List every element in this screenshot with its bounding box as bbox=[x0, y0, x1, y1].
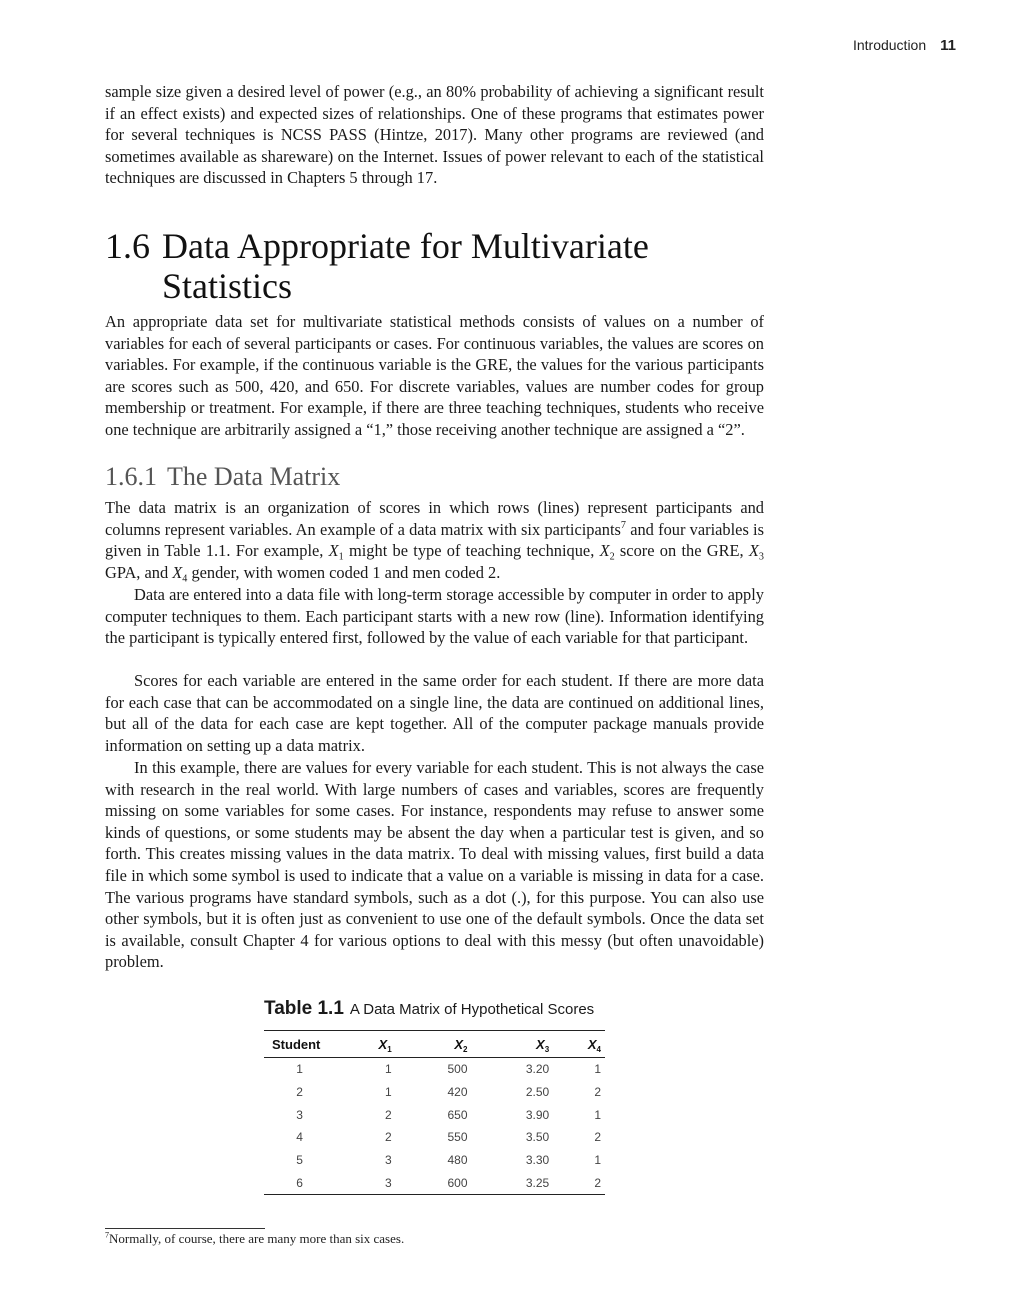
running-head-label: Introduction bbox=[852, 37, 927, 53]
table-row bbox=[264, 1081, 605, 1104]
var-x1-sub: 1 bbox=[338, 551, 344, 563]
table-cell: 2 bbox=[296, 1085, 303, 1100]
data-matrix-table bbox=[264, 1030, 605, 1195]
header-label: X bbox=[454, 1037, 464, 1052]
data-matrix-paragraph-4: In this example, there are values for every variable for each student. This is not always the case with research in the real world. With large numbers of cases and variables, scores are frequently missing on some variables for some cases. For instance, respondents may refuse to answer some kinds of questions, or some students may be absent the day when a particular test is given, and so forth. This creates missing values in the data matrix. To deal with missing values, first build a data file in which some symbol is used to indicate that a value on a variable is missing in data for a case. The various programs have standard symbols, such as a dot (.), for this purpose. You can also use other symbols, but it is often just as convenient to use one of the default symbols. Once the data set is available, consult Chapter 4 for various options to deal with this messy (but often unavoidable) problem. bbox=[105, 758, 764, 972]
var-x4-sub: 4 bbox=[182, 573, 188, 585]
table-row bbox=[264, 1126, 605, 1149]
section-title-line2: Statistics bbox=[162, 266, 293, 306]
var-x4: X bbox=[172, 562, 183, 582]
table-cell: 1 bbox=[296, 1062, 303, 1077]
header-sub: 3 bbox=[544, 1044, 550, 1054]
var-x3: X bbox=[748, 541, 759, 561]
table-cell: 2.50 bbox=[525, 1085, 550, 1100]
data-matrix-paragraph-3: Scores for each variable are entered in the same order for each student. If there are more data for each case that can be accommodated on a single line, the data are continued on additional lines, but all of the data for each case are kept together. All of the computer package manuals provide information on setting up a data matrix. bbox=[105, 671, 764, 755]
header-x3 bbox=[468, 1031, 550, 1058]
header-sub: 2 bbox=[463, 1044, 468, 1054]
footnote-divider bbox=[105, 1228, 265, 1229]
footnote-text: Normally, of course, there are many more than six cases. bbox=[109, 1231, 405, 1246]
table-cell: 480 bbox=[447, 1153, 468, 1168]
p1-text-f: gender, with women coded 1 and men coded 2. bbox=[187, 562, 501, 582]
table-cell: 2 bbox=[385, 1107, 392, 1122]
table-cell: 1 bbox=[385, 1062, 392, 1077]
table-cell: 650 bbox=[447, 1107, 468, 1122]
data-matrix-paragraph-1 bbox=[105, 497, 764, 583]
p1-text-a: The data matrix is an organization of scores in which rows (lines) represent participants and columns represent variables. An example of a data matrix with six participants bbox=[105, 498, 764, 539]
subsection-number: 1.6.1 bbox=[105, 462, 157, 491]
header-x2 bbox=[392, 1031, 468, 1058]
table-cell: 3.20 bbox=[525, 1062, 550, 1077]
table-description: A Data Matrix of Hypothetical Scores bbox=[349, 1001, 595, 1018]
table-row bbox=[264, 1103, 605, 1126]
subsection-title-text: The Data Matrix bbox=[167, 462, 341, 491]
p1-text-c: might be type of teaching technique, bbox=[343, 541, 600, 561]
var-x1: X bbox=[328, 541, 339, 561]
var-x3-sub: 3 bbox=[758, 551, 764, 563]
table-cell: 3 bbox=[385, 1153, 392, 1168]
section-title-line1: Data Appropriate for Multivariate bbox=[162, 226, 649, 266]
header-x4 bbox=[549, 1031, 605, 1058]
table-cell: 500 bbox=[447, 1062, 468, 1077]
table-cell: 3 bbox=[296, 1107, 303, 1122]
section-paragraph: An appropriate data set for multivariate statistical methods consists of values on a number of variables for each of several participants or cases. For continuous variables, the values are scores on variables. For example, if the continuous variable is the GRE, the values for the various participants are scores such as 500, 420, and 650. For discrete variables, values are number codes for group membership or treatment. For example, if there are three teaching techniques, students who receive one technique are arbitrarily assigned a “1,” those receiving another technique are assigned a “2”. bbox=[105, 312, 764, 439]
section-title bbox=[105, 226, 649, 306]
header-student bbox=[264, 1031, 335, 1058]
table-cell: 1 bbox=[594, 1153, 601, 1168]
table-cell: 550 bbox=[447, 1130, 468, 1145]
table-cell: 3.30 bbox=[525, 1153, 550, 1168]
table-cell: 2 bbox=[549, 1171, 605, 1194]
table-row bbox=[264, 1058, 605, 1081]
subsection-title bbox=[105, 462, 340, 492]
header-label: Student bbox=[272, 1037, 321, 1052]
intro-paragraph: sample size given a desired level of power (e.g., an 80% probability of achieving a significant result if an effect exists) and expected sizes of relationships. One of these programs that estimates power for several techniques is NCSS PASS (Hintze, 2017). Many other programs are reviewed (and sometimes available as shareware) on the Internet. Issues of power relevant to each of the statistical techniques are discussed in Chapters 5 through 17. bbox=[105, 82, 764, 188]
p1-text-d: score on the GRE, bbox=[614, 541, 749, 561]
table-cell: 3.50 bbox=[525, 1130, 550, 1145]
table-cell: 3.90 bbox=[525, 1107, 550, 1122]
table-cell: 1 bbox=[385, 1085, 392, 1100]
table-cell: 4 bbox=[296, 1130, 303, 1145]
header-x1 bbox=[335, 1031, 392, 1058]
table-cell: 3 bbox=[335, 1171, 392, 1194]
running-head bbox=[853, 37, 956, 54]
footnote-number: 7 bbox=[105, 1230, 110, 1240]
table-cell: 3.25 bbox=[468, 1171, 550, 1194]
table-number: Table 1.1 bbox=[264, 998, 344, 1019]
header-label: X bbox=[536, 1037, 545, 1052]
footnote bbox=[105, 1231, 404, 1247]
header-label: X bbox=[378, 1037, 388, 1052]
footnote-marker[interactable]: 7 bbox=[620, 519, 626, 531]
header-sub: 4 bbox=[596, 1044, 601, 1054]
section-number: 1.6 bbox=[105, 226, 150, 266]
table-cell: 1 bbox=[594, 1062, 601, 1077]
table-cell: 420 bbox=[447, 1085, 468, 1100]
table-cell: 600 bbox=[392, 1171, 468, 1194]
table-cell: 2 bbox=[594, 1085, 601, 1100]
var-x2-sub: 2 bbox=[609, 551, 615, 563]
var-x2: X bbox=[599, 541, 610, 561]
table-cell: 2 bbox=[594, 1130, 601, 1145]
p1-text-e: GPA, and bbox=[105, 562, 173, 582]
table-caption bbox=[264, 998, 594, 1020]
table-row bbox=[264, 1171, 605, 1194]
page-number: 11 bbox=[940, 37, 956, 54]
table-cell: 5 bbox=[296, 1153, 303, 1168]
header-label: X bbox=[587, 1037, 597, 1052]
table-header-row bbox=[264, 1031, 605, 1058]
table-cell: 2 bbox=[385, 1130, 392, 1145]
table-cell: 6 bbox=[264, 1171, 335, 1194]
table-cell: 1 bbox=[594, 1107, 601, 1122]
p1-text-b: and four variables is given in Table 1.1. For example, bbox=[105, 519, 764, 561]
header-sub: 1 bbox=[387, 1044, 392, 1054]
table-row bbox=[264, 1149, 605, 1172]
data-matrix-paragraph-2: Data are entered into a data file with long-term storage accessible by computer in order to apply computer techniques to them. Each participant starts with a new row (line). Information identifying the participant is typically entered first, followed by the value of each variable for that participant. bbox=[105, 585, 764, 648]
